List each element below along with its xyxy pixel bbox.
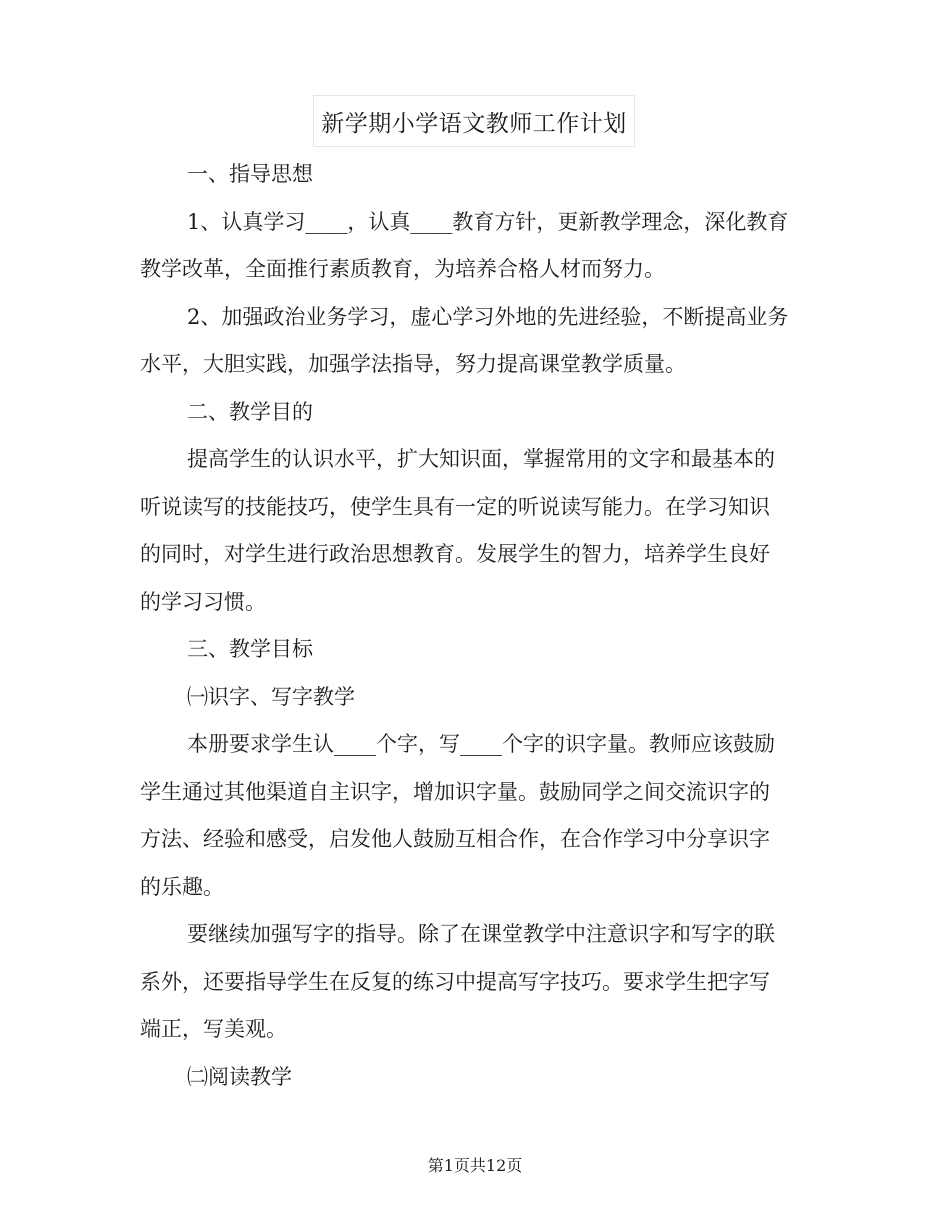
section-heading-guiding-ideology: 一、指导思想 <box>187 162 313 186</box>
paragraph-line: 听说读写的技能技巧，使学生具有一定的听说读写能力。在学习知识 <box>140 495 770 519</box>
section-heading-teaching-purpose: 二、教学目的 <box>187 400 313 424</box>
paragraph-line: 的同时，对学生进行政治思想教育。发展学生的智力，培养学生良好 <box>140 542 770 566</box>
paragraph-line: 学生通过其他渠道自主识字，增加识字量。鼓励同学之间交流识字的 <box>140 780 770 804</box>
paragraph-line: 2、加强政治业务学习，虚心学习外地的先进经验，不断提高业务 <box>187 305 789 329</box>
paragraph-line: 提高学生的认识水平，扩大知识面，掌握常用的文字和最基本的 <box>187 447 775 471</box>
section-heading-teaching-goals: 三、教学目标 <box>187 637 313 661</box>
page-footer: 第1页共12页 <box>427 1156 523 1175</box>
paragraph-line: 本册要求学生认____个字，写____个字的识字量。教师应该鼓励 <box>187 732 775 756</box>
paragraph-line: 方法、经验和感受，启发他人鼓励互相合作，在合作学习中分享识字 <box>140 827 770 851</box>
title-box <box>313 95 635 147</box>
paragraph-line: 1、认真学习____，认真____教育方针，更新教学理念，深化教育 <box>187 210 789 234</box>
paragraph-line: 要继续加强写字的指导。除了在课堂教学中注意识字和写字的联 <box>187 922 775 946</box>
paragraph-line: 的学习习惯。 <box>140 590 266 614</box>
paragraph-line: 教学改革，全面推行素质教育，为培养合格人材而努力。 <box>140 257 665 281</box>
subsection-heading-reading: ㈡阅读教学 <box>187 1065 292 1089</box>
page-title: 新学期小学语文教师工作计划 <box>321 110 627 137</box>
paragraph-line: 的乐趣。 <box>140 875 224 899</box>
paragraph-line: 水平，大胆实践，加强学法指导，努力提高课堂教学质量。 <box>140 352 686 376</box>
paragraph-line: 端正，写美观。 <box>140 1017 287 1041</box>
subsection-heading-literacy: ㈠识字、写字教学 <box>187 685 355 709</box>
paragraph-line: 系外，还要指导学生在反复的练习中提高写字技巧。要求学生把字写 <box>140 970 770 994</box>
